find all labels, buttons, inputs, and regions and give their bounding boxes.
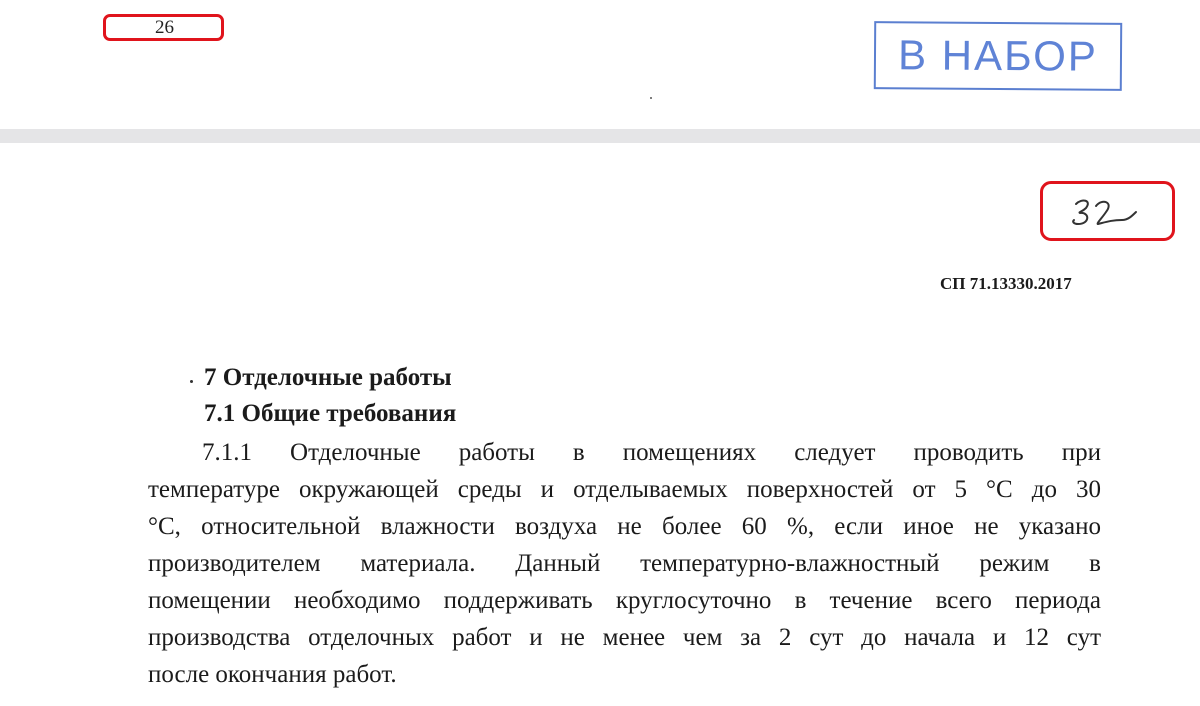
stamp-text: В НАБОР bbox=[897, 31, 1099, 80]
paragraph-line: производителем материала. Данный температурно-влажностный режим в bbox=[148, 550, 1101, 577]
subsection-title: 7.1 Общие требования bbox=[204, 400, 457, 427]
stamp bbox=[874, 21, 1122, 91]
previous-page bbox=[0, 0, 1200, 129]
document-code: СП 71.13330.2017 bbox=[940, 274, 1072, 293]
paragraph-line: производства отделочных работ и не менее чем за 2 сут до начала и 12 сут bbox=[148, 624, 1101, 651]
margin-mark bbox=[190, 380, 193, 383]
paragraph-line: помещении необходимо поддерживать круглосуточно в течение всего периода bbox=[148, 587, 1101, 614]
handwritten-sheet-number bbox=[1066, 194, 1146, 230]
paragraph-line: 7.1.1 Отделочные работы в помещениях следует проводить при bbox=[202, 439, 1101, 466]
next-line-cutoff bbox=[560, 700, 1090, 706]
scan-speck bbox=[650, 97, 652, 99]
paragraph-line: температуре окружающей среды и отделываемых поверхностей от 5 °С до 30 bbox=[148, 476, 1101, 503]
section-title: 7 Отделочные работы bbox=[204, 364, 452, 391]
paragraph-line: °С, относительной влажности воздуха не более 60 %, если иное не указано bbox=[148, 513, 1101, 540]
page-number: 26 bbox=[155, 17, 174, 38]
document-page bbox=[0, 143, 1200, 705]
page-separator bbox=[0, 129, 1200, 143]
paragraph-line: после окончания работ. bbox=[148, 661, 397, 688]
